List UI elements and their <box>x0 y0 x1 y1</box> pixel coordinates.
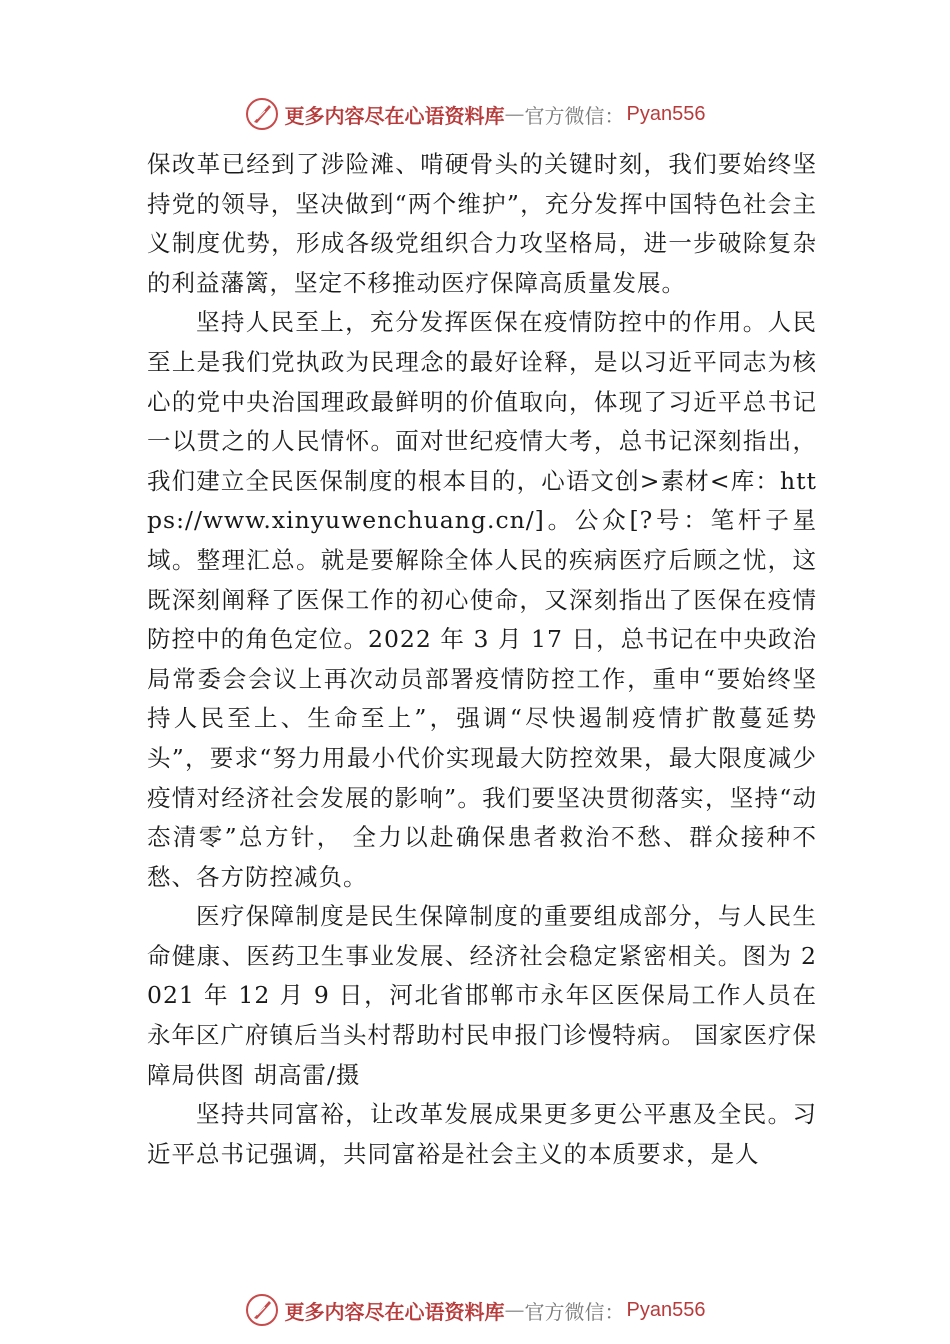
paragraph-3: 医疗保障制度是民生保障制度的重要组成部分，与人民生命健康、医药卫生事业发展、经济社会稳定紧密相关。图为 2021 年 12 月 9 日，河北省邯郸市永年区医保局工作人员在永年区广府镇后当头村帮助村民申报门诊慢特病。 国家医疗保障局供图 胡高雷/摄 <box>147 902 817 1089</box>
banner-wechat-id: Pyan556 <box>626 1298 706 1321</box>
banner-dash: — <box>504 1298 525 1322</box>
banner-wechat-id: Pyan556 <box>626 102 706 125</box>
paragraph-2: 坚持人民至上，充分发挥医保在疫情防控中的作用。人民至上是我们党执政为民理念的最好诠释，是以习近平同志为核心的党中央治国理政最鲜明的价值取向，体现了习近平总书记一以贯之的人民情怀。面对世纪疫情大考，总书记深刻指出，我们建立全民医保制度的根本目的，心语文创>素材<库：https://www.xinyuwenchuang.cn/]。公众[?号：笔杆子星域。整理汇总。就是要解除全体人民的疾病医疗后顾之忧，这既深刻阐释了医保工作的初心使命，又深刻指出了医保在疫情防控中的角色定位。2022 年 3 月 17 日，总书记在中央政治局常委会会议上再次动员部署疫情防控工作，重申“要始终坚持人民至上、生命至上”，强调“尽快遏制疫情扩散蔓延势头”，要求“努力用最小代价实现最大防控效果，最大限度减少疫情对经济社会发展的影响”。我们要坚决贯彻落实，坚持“动态清零”总方针， 全力以赴确保患者救治不愁、群众接种不愁、各方防控减负。 <box>147 308 817 891</box>
banner-official-text: 官方微信： <box>524 1299 625 1324</box>
banner-main-text: 更多内容尽在心语资料库 <box>284 1299 505 1324</box>
paragraph-1: 保改革已经到了涉险滩、啃硬骨头的关键时刻，我们要始终坚持党的领导，坚决做到“两个维护”，充分发挥中国特色社会主义制度优势，形成各级党组织合力攻坚格局，进一步破除复杂的利益藩篱，坚定不移推动医疗保障高质量发展。 <box>147 150 817 297</box>
banner-main-text: 更多内容尽在心语资料库 <box>284 103 505 128</box>
banner-official-text: 官方微信： <box>524 103 625 128</box>
banner-dash: — <box>504 102 525 126</box>
feather-pen-icon <box>245 97 279 131</box>
document-body <box>147 145 817 1174</box>
footer-banner <box>0 1288 950 1332</box>
feather-pen-icon <box>245 1293 279 1327</box>
header-banner <box>0 92 950 136</box>
paragraph-4: 坚持共同富裕，让改革发展成果更多更公平惠及全民。习近平总书记强调，共同富裕是社会主义的本质要求，是人 <box>147 1100 817 1168</box>
